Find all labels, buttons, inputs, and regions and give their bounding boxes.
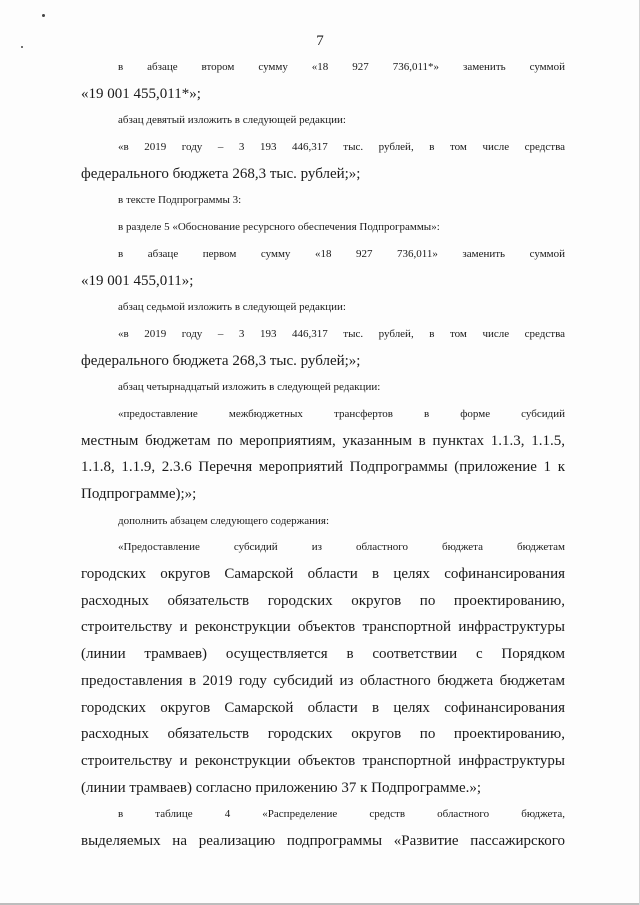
text-line: городских округов Самарской области в целях софинансирования: [81, 566, 565, 583]
text-line: в таблице 4 «Распределение средств областного бюджета,: [118, 808, 565, 821]
text-line: местным бюджетам по мероприятиям, указанным в пунктах 1.1.3, 1.1.5,: [81, 432, 565, 449]
scan-speck: [42, 14, 45, 17]
text-line: «в 2019 году – 3 193 446,317 тыс. рублей, в том числе средства: [118, 141, 565, 154]
text-line: 1.1.8, 1.1.9, 2.3.6 Перечня мероприятий Подпрограммы (приложение 1 к: [81, 459, 565, 476]
text-line: «19 001 455,011*»;: [81, 85, 201, 102]
text-line: в разделе 5 «Обоснование ресурсного обеспечения Подпрограммы»:: [118, 221, 440, 234]
text-line: (линии трамваев) осуществляется в соответствии с Порядком: [81, 646, 565, 663]
document-body: [81, 54, 565, 855]
text-line: строительству и реконструкции объектов транспортной инфраструктуры: [81, 752, 565, 769]
text-line: в абзаце первом сумму «18 927 736,011» заменить суммой: [118, 247, 565, 260]
text-line: абзац четырнадцатый изложить в следующей редакции:: [118, 381, 381, 394]
text-line: «Предоставление субсидий из областного бюджета бюджетам: [118, 541, 565, 554]
text-line: строительству и реконструкции объектов транспортной инфраструктуры: [81, 619, 565, 636]
text-line: городских округов Самарской области в целях софинансирования: [81, 699, 565, 716]
text-line: абзац девятый изложить в следующей редакции:: [118, 114, 346, 127]
page-number: 7: [316, 33, 324, 49]
text-line: расходных обязательств городских округов по проектированию,: [81, 592, 565, 609]
text-line: выделяемых на реализацию подпрограммы «Развитие пассажирского: [81, 832, 565, 849]
text-line: предоставления в 2019 году субсидий из областного бюджета бюджетам: [81, 672, 565, 689]
text-line: абзац седьмой изложить в следующей редакции:: [118, 301, 346, 314]
text-line: «19 001 455,011»;: [81, 272, 194, 289]
text-line: федерального бюджета 268,3 тыс. рублей;»;: [81, 352, 361, 369]
text-line: расходных обязательств городских округов по проектированию,: [81, 726, 565, 743]
text-line: дополнить абзацем следующего содержания:: [118, 514, 330, 527]
text-line: в абзаце втором сумму «18 927 736,011*» заменить суммой: [118, 61, 565, 73]
text-line: «в 2019 году – 3 193 446,317 тыс. рублей, в том числе средства: [118, 327, 565, 340]
text-line: Подпрограмме);»;: [81, 486, 197, 502]
text-line: (линии трамваев) согласно приложению 37 к Подпрограмме.»;: [81, 779, 482, 796]
text-line: «предоставление межбюджетных трансфертов в форме субсидий: [118, 407, 565, 420]
text-line: федерального бюджета 268,3 тыс. рублей;»;: [81, 165, 361, 182]
text-line: в тексте Подпрограммы 3:: [118, 194, 242, 207]
